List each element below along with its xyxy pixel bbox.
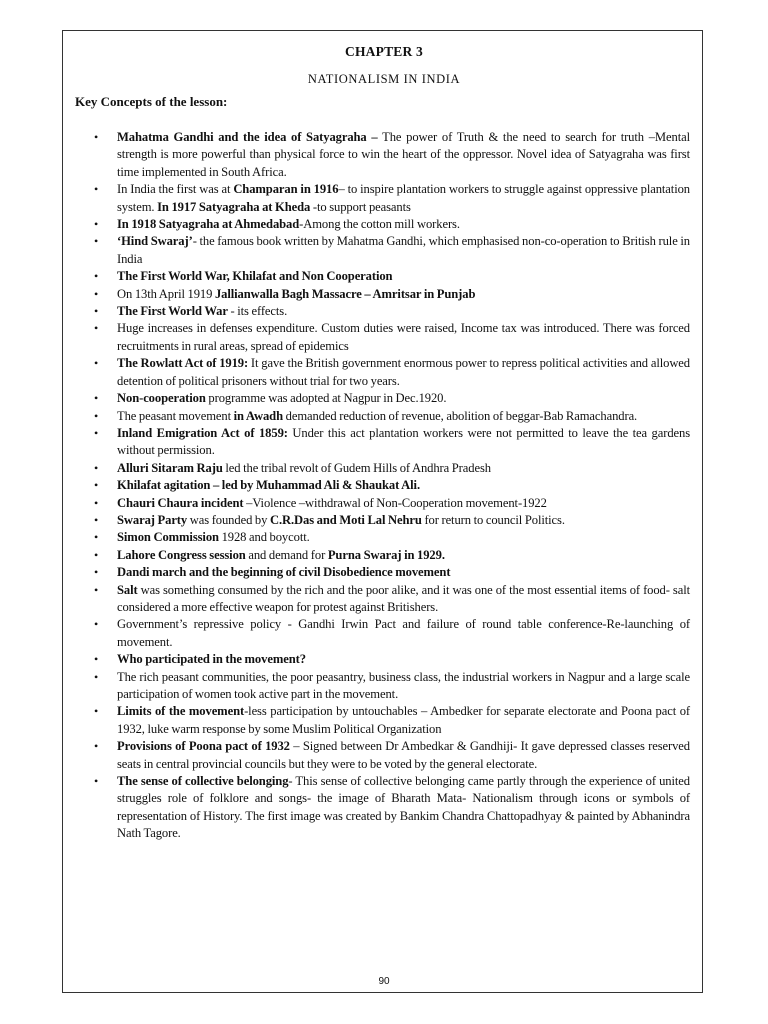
item-text: - its effects. <box>227 304 288 319</box>
item-text: - the famous book written by Mahatma Gandhi, which emphasised non-co-operation to British rule in India <box>117 234 690 266</box>
bullet-icon: • <box>94 425 99 440</box>
chapter-heading: CHAPTER 3 <box>345 44 423 59</box>
list-item <box>94 303 690 320</box>
item-bold-text: In 1917 Satyagraha at Kheda <box>157 199 311 214</box>
item-bold-text: Chauri Chaura incident <box>117 495 244 510</box>
item-text: Under this act plantation workers were not permitted to leave the tea gardens without permission. <box>117 425 690 458</box>
item-text: It gave the British government enormous power to repress political activities and allowed detention of political prisoners without trial for two years. <box>117 356 690 388</box>
item-text: led the tribal revolt of Gudem Hills of Andhra Pradesh <box>222 460 491 475</box>
bullet-icon: • <box>94 739 99 754</box>
bullet-icon: • <box>94 617 99 632</box>
item-text: - This sense of collective belonging came partly through the experience of united struggles role of folklore and songs- the image of Bharath Mata- Nationalism through icons or symbols of representation of History. The first image was created by Bankim Chandra Chattopadhyay & painted by Abhanindra Nath Tagore. <box>117 774 690 841</box>
item-text: On 13th April 1919 <box>117 286 215 301</box>
list-item <box>94 512 690 529</box>
item-bold-text: In 1918 Satyagraha at Ahmedabad <box>117 217 300 232</box>
list-item <box>94 773 690 843</box>
bullet-icon: • <box>94 182 99 197</box>
item-bold-text: Khilafat agitation – led by Muhammad Ali & Shaukat Ali. <box>117 478 420 493</box>
item-text: –Violence –withdrawal of Non-Cooperation movement-1922 <box>243 495 547 510</box>
item-text: demanded reduction of revenue, abolition of beggar-Bab Ramachandra. <box>282 408 638 423</box>
bullet-icon: • <box>94 547 99 562</box>
item-text: was something consumed by the rich and the poor alike, and it was one of the most essential items of food- salt considered a more effective weapon for protest against Britishers. <box>117 582 690 614</box>
bullet-icon: • <box>94 512 99 527</box>
key-concepts-heading: Key Concepts of the lesson: <box>75 94 228 109</box>
item-text: Government’s repressive policy - Gandhi Irwin Pact and failure of round table conference-Re-launching of movement. <box>117 617 690 649</box>
list-item <box>94 738 690 773</box>
bullet-icon: • <box>94 704 99 719</box>
chapter-title: NATIONALISM IN INDIA <box>307 72 461 86</box>
list-item <box>94 547 690 564</box>
item-bold-text: Limits of the movement <box>117 704 245 719</box>
item-bold-text: Provisions of Poona pact of 1932 <box>117 739 290 754</box>
list-item <box>94 651 690 668</box>
item-text: In India the first was at <box>117 182 234 197</box>
item-text: -less participation by untouchables – Ambedker for separate electorate and Poona pact of 1932, luke warm response by some Muslim Political Organization <box>117 704 691 736</box>
item-bold-text: The First World War <box>117 304 228 319</box>
item-bold-text: Who participated in the movement? <box>117 652 306 667</box>
item-bold-text: Alluri Sitaram Raju <box>117 460 223 475</box>
item-text: – Signed between Dr Ambedkar & Gandhiji- It gave depressed classes reserved seats in central provincial councils but they were to be voted by the general electorate. <box>117 739 690 771</box>
bullet-icon: • <box>94 408 99 423</box>
item-bold-text: ‘Hind Swaraj’ <box>117 234 193 249</box>
bullet-icon: • <box>94 130 99 144</box>
item-bold-text: Mahatma Gandhi and the idea of Satyagraha – <box>117 130 378 144</box>
bullet-icon: • <box>94 774 99 789</box>
item-bold-text: Jallianwalla Bagh Massacre – Amritsar in Punjab <box>214 286 476 301</box>
list-item <box>94 616 690 651</box>
list-item <box>94 495 690 512</box>
item-text: Huge increases in defenses expenditure. Custom duties were raised, Income tax was introduced. There was forced recruitments in rural areas, spread of epidemics <box>117 321 690 353</box>
item-bold-text: Salt <box>117 582 138 597</box>
list-item <box>94 233 690 268</box>
list-item <box>94 582 690 617</box>
item-bold-text: Champaran in 1916 <box>233 182 339 197</box>
item-text: -to support peasants <box>310 199 411 214</box>
item-text: – to inspire plantation workers to struggle against oppressive plantation system. <box>117 182 690 214</box>
item-text: 1928 and boycott. <box>218 530 310 545</box>
bullet-icon: • <box>94 286 99 301</box>
item-text: was founded by <box>187 512 270 527</box>
list-item <box>94 669 690 704</box>
list-item <box>94 320 690 355</box>
item-bold-text: The First World War, Khilafat and Non Cooperation <box>117 269 393 284</box>
bullet-icon: • <box>94 669 99 684</box>
item-bold-text: Inland Emigration Act of 1859: <box>117 425 288 440</box>
bullet-icon: • <box>94 582 99 597</box>
item-text: The power of Truth & the need to search for truth –Mental strength is more powerful than physical force to win the heart of the oppressor. Novel idea of Satyagraha was first time implemented in South Africa. <box>117 130 691 179</box>
bullet-icon: • <box>94 304 99 319</box>
bullet-icon: • <box>94 478 99 493</box>
bullet-icon: • <box>94 321 99 336</box>
bullet-icon: • <box>94 495 99 510</box>
item-bold-text: Purna Swaraj in 1929. <box>327 547 445 562</box>
item-bold-text: Lahore Congress session <box>117 547 246 562</box>
bullet-icon: • <box>94 234 99 249</box>
list-item <box>94 286 690 303</box>
list-item <box>94 355 690 390</box>
list-item <box>94 460 690 477</box>
list-item <box>94 390 690 407</box>
bullet-icon: • <box>94 269 99 284</box>
item-bold-text: Non-cooperation <box>117 391 206 406</box>
list-item <box>94 564 690 581</box>
bullet-icon: • <box>94 460 99 475</box>
item-bold-text: The sense of collective belonging <box>117 774 289 789</box>
item-bold-text: Dandi march and the beginning of civil Disobedience movement <box>117 565 451 580</box>
list-item <box>94 268 690 285</box>
bullet-icon: • <box>94 217 99 232</box>
item-text: -Among the cotton mill workers. <box>299 217 460 232</box>
item-text: and demand for <box>245 547 328 562</box>
list-item <box>94 216 690 233</box>
bullet-icon: • <box>94 356 99 371</box>
bullet-icon: • <box>94 391 99 406</box>
item-bold-text: Swaraj Party <box>117 512 188 527</box>
item-bold-text: in Awadh <box>233 408 283 423</box>
item-bold-text: The Rowlatt Act of 1919: <box>117 356 249 371</box>
bullet-icon: • <box>94 565 99 580</box>
list-item <box>94 529 690 546</box>
item-bold-text: Simon Commission <box>117 530 219 545</box>
bullet-icon: • <box>94 530 99 545</box>
item-bold-text: C.R.Das and Moti Lal Nehru <box>269 512 422 527</box>
list-item <box>94 408 690 425</box>
list-item <box>94 181 690 216</box>
page-number: 90 <box>378 976 390 987</box>
list-item <box>94 477 690 494</box>
item-text: The peasant movement <box>117 408 234 423</box>
item-text: for return to council Politics. <box>421 512 565 527</box>
bullet-icon: • <box>94 652 99 667</box>
list-item <box>94 129 690 181</box>
key-concepts-list <box>94 129 690 843</box>
item-text: programme was adopted at Nagpur in Dec.1920. <box>205 391 447 406</box>
item-text: The rich peasant communities, the poor peasantry, business class, the industrial workers in Nagpur and a large scale participation of women took active part in the movement. <box>117 669 690 701</box>
list-item <box>94 425 690 460</box>
list-item <box>94 703 690 738</box>
